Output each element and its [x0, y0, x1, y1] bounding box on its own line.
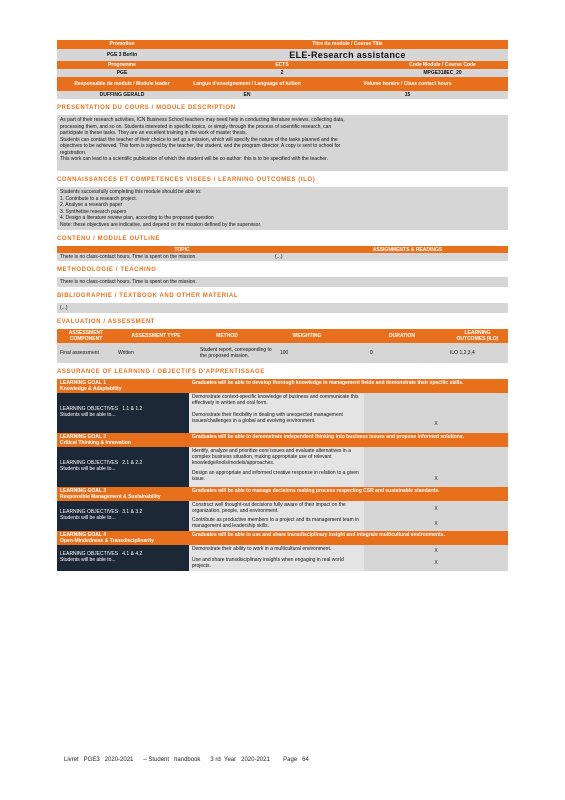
course-title-label: Titre du module / Course Title	[312, 41, 383, 47]
outline-row	[57, 253, 508, 261]
goal-title: LEARNING GOAL 2	[60, 434, 107, 440]
header-row-3	[57, 61, 508, 69]
students-label: Students will be able to...	[60, 515, 116, 521]
objectives-ids: 4.1 & 4.2	[122, 551, 143, 557]
contact-hours-label: Volume horaire / Class contact hours	[363, 81, 452, 87]
eval-header-weighting: WEIGHTING	[292, 333, 322, 339]
learning-goal-1-objectives	[57, 393, 508, 433]
learning-goal-1-header	[57, 379, 508, 393]
eval-header-type: ASSESSMENT TYPE	[131, 333, 181, 339]
eval-type: Written	[118, 350, 134, 356]
objective-text: Design an appropriate and informed creative response in relation to a given issue.	[189, 469, 364, 487]
outcomes-line: Students successfully completing this module should be able to:	[60, 189, 202, 195]
goal-name: Knowledge & Adaptability	[60, 386, 122, 392]
students-label: Students will be able to...	[60, 557, 116, 563]
objective-mark: X	[364, 545, 508, 556]
goal-title: LEARNING GOAL 1	[60, 380, 107, 386]
eval-header-ilo: LEARNING OUTCOMES (ILO)	[456, 330, 499, 342]
assurance-heading: ASSURANCE OF LEARNING / OBJECTIFS D'APPRENTISSAGE	[57, 369, 265, 375]
presentation-line: processing them, and so on. Students interested in specific topics, or simply through the process of scientific research, can	[60, 123, 332, 130]
programme-label: Programme	[108, 62, 136, 68]
bibliography-heading: BIBLIOGRAPHIE / TEXTBOOK AND OTHER MATERIAL	[57, 293, 239, 299]
module-leader-label: Responsable de module / Module leader	[74, 81, 170, 87]
objectives-ids: 1.1 & 1.2	[122, 406, 143, 412]
learning-goal-4-objectives	[57, 545, 508, 571]
outcomes-line: 1. Contribute to a research project.	[60, 195, 137, 202]
objective-text: Demonstrate context-specific knowledge of business and communicate this effectively in written and oral form.	[189, 393, 364, 411]
presentation-heading: PRESENTATION DU COURS / MODULE DESCRIPTION	[57, 105, 236, 111]
presentation-line: This work can lead to a scientific publication of which the student will be co-author: this is to be specified with the teacher.	[60, 156, 328, 162]
eval-header-duration: DURATION	[388, 333, 415, 339]
students-label: Students will be able to...	[60, 466, 116, 472]
ects-label: ECTS	[275, 62, 289, 68]
goal-title: LEARNING GOAL 3	[60, 488, 107, 494]
contact-hours-value: 15	[404, 92, 411, 98]
goal-description: Graduates will be able to use and share transdisciplinary insight and integrate multicultural environments.	[192, 532, 445, 538]
bibliography-text: (...)	[57, 303, 508, 313]
goal-description: Graduates will be able to manage decisions making process respecting CSR and sustainable standards.	[192, 488, 440, 494]
objectives-ids: 2.1 & 2.2	[122, 460, 143, 466]
outline-header-row	[57, 246, 508, 253]
objective-items-1	[189, 393, 508, 433]
evaluation-heading: EVALUATION / ASSESSMENT	[57, 319, 156, 325]
eval-component: Final assessment	[60, 350, 99, 356]
methodology-heading: METHODOLOGIE / TEACHING	[57, 267, 157, 273]
course-code-label: Code Module / Course Code	[409, 62, 476, 68]
objective-mark: X	[364, 469, 508, 487]
presentation-line: As part of their research activities, ICN Business School teachers may need help in conducting literature reviews, collecting data,	[60, 117, 345, 123]
course-sheet	[57, 40, 508, 571]
objective-text: Demonstrate their ability to work in a multicultural environment.	[189, 545, 364, 556]
objective-items-3	[189, 501, 508, 531]
learning-goal-3-objectives	[57, 501, 508, 531]
language-value: EN	[243, 92, 251, 98]
objectives-title: LEARNING OBJECTIVES	[60, 551, 119, 557]
goal-name: Open-Mindedness & Transdisciplinarity	[60, 538, 154, 544]
outcomes-heading: CONNAISSANCES ET COMPETENCES VISEES / LEARNING OUTCOMES (ILO)	[57, 177, 316, 183]
course-title: ELE-Research assistance	[289, 49, 406, 60]
language-label: Langue d'enseignement / Language of tuition	[193, 81, 301, 87]
eval-method: Student report, corresponding to the proposed mission.	[200, 347, 272, 359]
programme-value: PGE	[116, 70, 128, 76]
goal-description: Graduates will be able to develop thorough knowledge in management fields and demonstrate their specific skills.	[192, 380, 464, 386]
objective-items-4	[189, 545, 508, 571]
course-code-value: MPGE318EC_20	[423, 70, 462, 76]
ects-value: 2	[280, 70, 284, 76]
objectives-label-1	[57, 393, 189, 433]
objective-mark: X	[364, 411, 508, 433]
header-row-5	[57, 77, 508, 91]
outcomes-line: 2. Analyse a research paper	[60, 202, 123, 208]
eval-header-method: METHOD	[216, 333, 238, 339]
promotion-value: PGE 3 Berlin	[106, 52, 138, 58]
evaluation-row	[57, 343, 508, 363]
objectives-label-3	[57, 501, 189, 531]
presentation-line: objectives to be achieved. This form is signed by the teacher, the student, and the program director. A copy is sent to school for	[60, 143, 341, 149]
goal-description: Graduates will be able to demonstrate independent thinking into business issues and propose informed solutions.	[192, 434, 464, 440]
objective-text: Use and share transdisciplinary insights when engaging in real world projects.	[189, 556, 364, 571]
outcomes-line: Note: these objectives are indicative, and depend on the mission defined by the supervisor.	[60, 221, 262, 228]
goal-title: LEARNING GOAL 4	[60, 532, 107, 538]
learning-goal-2-header	[57, 433, 508, 447]
objectives-title: LEARNING OBJECTIVES	[60, 509, 119, 515]
module-leader-value: DUFFING GERALD	[99, 92, 145, 98]
objective-mark	[364, 447, 508, 469]
objectives-label-4	[57, 545, 189, 571]
outcomes-line: 4. Design a literature review plan, according to the proposed question	[60, 215, 214, 221]
eval-ilo: ILO 1,2,3,4	[450, 350, 475, 356]
objectives-title: LEARNING OBJECTIVES	[60, 406, 119, 412]
header-row-2	[57, 49, 508, 61]
learning-goal-2-objectives	[57, 447, 508, 487]
header-row-4	[57, 69, 508, 77]
evaluation-header-row	[57, 329, 508, 343]
outline-assignments-cell: (...)	[275, 254, 283, 260]
eval-weighting: 100	[280, 350, 289, 356]
students-label: Students will be able to...	[60, 412, 116, 418]
objective-text: Construct well thought-out decisions fully aware of their impact on the organization, people, and environment.	[189, 501, 364, 516]
outline-topic-header: TOPIC	[174, 247, 190, 253]
eval-duration: 0	[370, 350, 373, 356]
outcomes-line: 3. Synthetise research papers	[60, 208, 127, 215]
objective-mark: X	[364, 516, 508, 531]
presentation-text	[57, 115, 508, 171]
outline-heading: CONTENU / MODULE OUTLINE	[57, 236, 161, 242]
learning-goal-3-label	[57, 487, 189, 501]
objectives-label-2	[57, 447, 189, 487]
page-footer: Livret PGE3 2020-2021 – Student handbook 3 rd Year 2020-2021 Page 64	[64, 757, 309, 763]
outcomes-text	[57, 187, 508, 230]
methodology-text: There is no class-contact hours. Time is spent on the mission.	[57, 277, 508, 287]
objectives-ids: 3.1 & 3.2	[122, 509, 143, 515]
learning-goal-2-label	[57, 433, 189, 447]
presentation-line: participate in these tasks. They are an excellent training in the work of master thesis.	[60, 130, 247, 136]
learning-goal-3-header	[57, 487, 508, 501]
outline-topic-cell: There is no class-contact hours. Time is spent on the mission.	[60, 254, 197, 260]
goal-name: Critical Thinking & Innovation	[60, 440, 131, 446]
header-row-6	[57, 91, 508, 99]
objectives-title: LEARNING OBJECTIVES	[60, 460, 119, 466]
objective-mark: X	[364, 501, 508, 516]
objective-text: Identify, analyze and prioritize core issues and evaluate alternatives in a complex business situation, making appropriate use of relevant knowledge/tools/models/approaches.	[189, 447, 364, 469]
learning-goal-4-header	[57, 531, 508, 545]
promotion-label: Promotion	[109, 41, 135, 47]
presentation-line: Students can contact the teacher of their choice to set up a mission, which will specify the nature of the tasks planned and the	[60, 136, 338, 143]
presentation-line: registration.	[60, 149, 87, 156]
eval-header-component: ASSESSMENT COMPONENT	[68, 330, 104, 342]
objective-mark	[364, 393, 508, 411]
outline-assignments-header: ASSIGNMENTS & READINGS	[372, 247, 443, 253]
learning-goal-1-label	[57, 379, 189, 393]
learning-goal-4-label	[57, 531, 189, 545]
objective-text: Demonstrate their flexibility in dealing with unexpected management issues/challenges in a global and evolving environment.	[189, 411, 364, 433]
goal-name: Responsible Management & Sustainability	[60, 494, 161, 500]
objective-text: Contribute as productive members to a project and its management team in management and leadership skills.	[189, 516, 364, 531]
objective-items-2	[189, 447, 508, 487]
objective-mark: X	[364, 556, 508, 571]
